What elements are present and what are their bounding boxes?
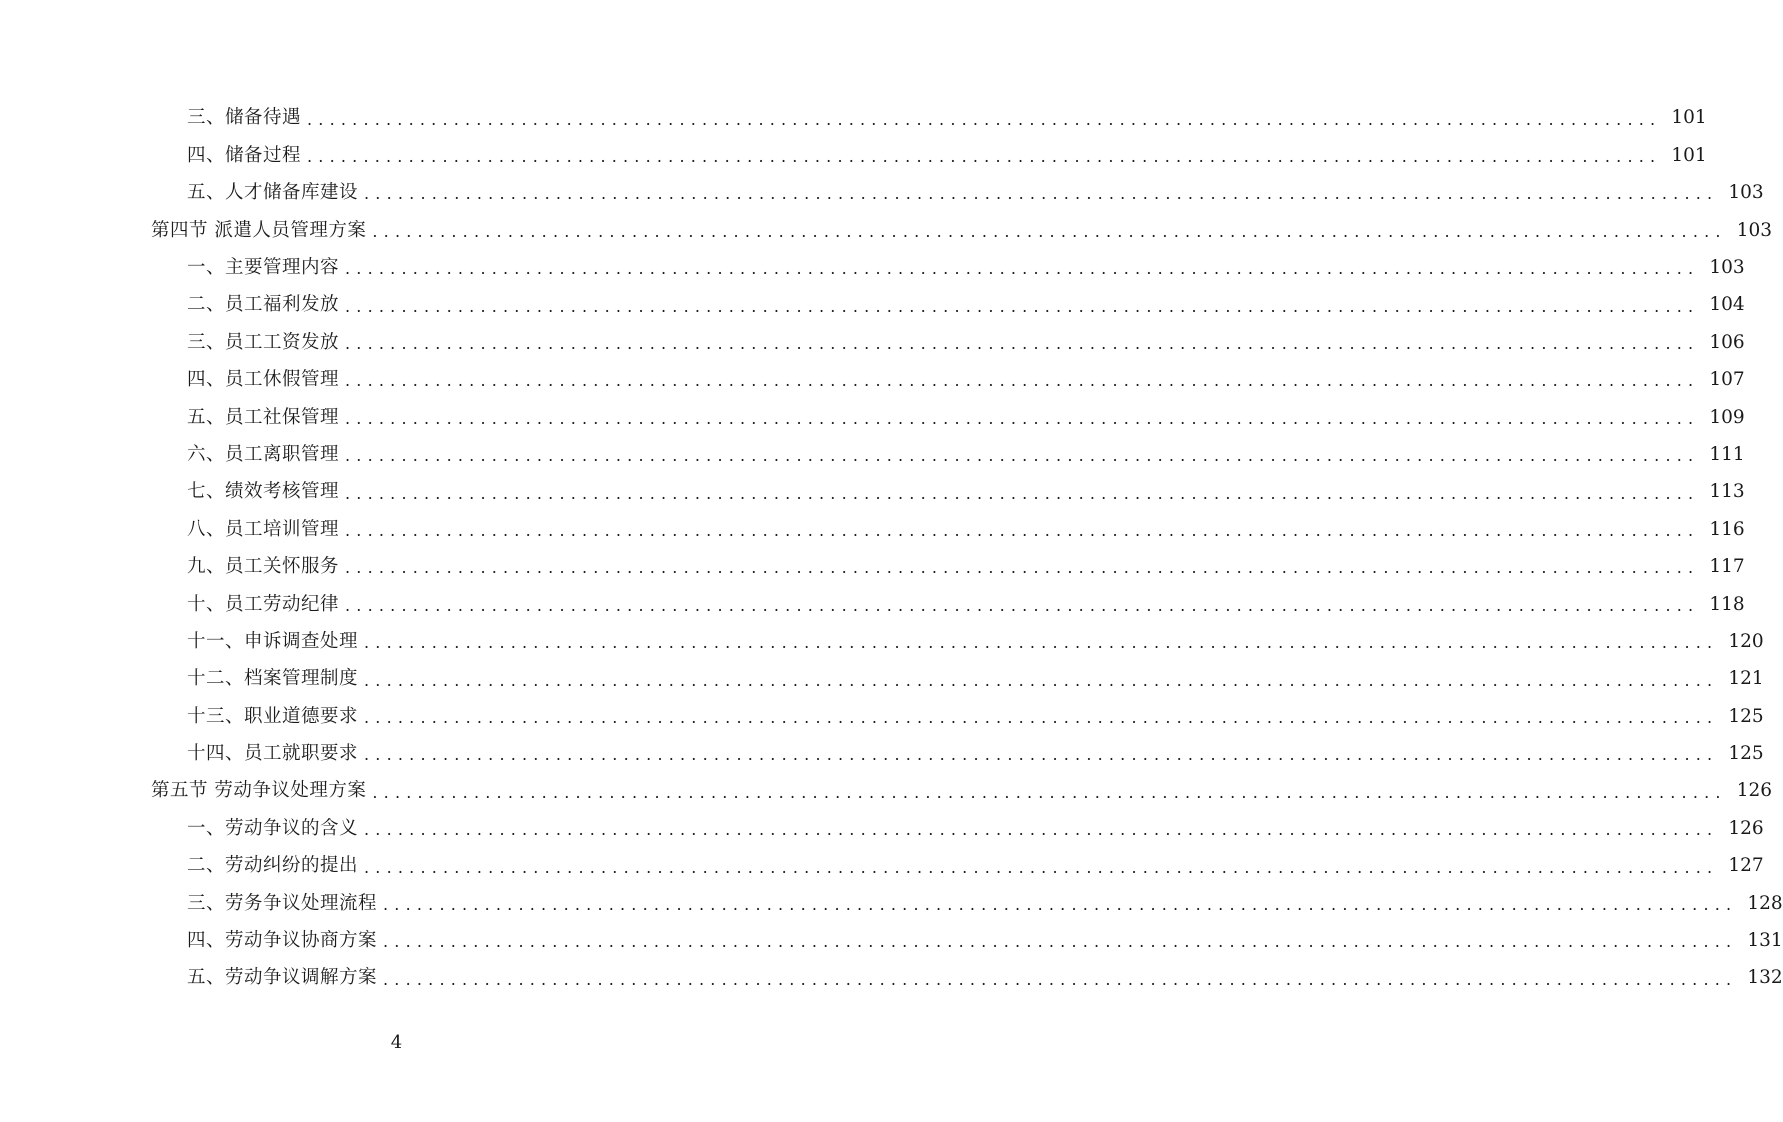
toc-dot-leader: ........................................................................................................................	[345, 595, 1700, 615]
toc-dot-leader: ........................................................................................................................	[307, 147, 1662, 167]
toc-entry-content	[187, 967, 1783, 989]
toc-dot-leader: ........................................................................................................................	[345, 558, 1700, 578]
toc-entry-content	[187, 892, 1783, 914]
toc-entry-page-number: 117	[1709, 556, 1745, 578]
toc-entry-content	[187, 481, 1745, 503]
toc-entry-content	[187, 369, 1745, 391]
toc-entry-page-number: 131	[1747, 930, 1783, 952]
toc-dot-leader: ........................................................................................................................	[345, 446, 1700, 466]
toc-dot-leader: ........................................................................................................................	[383, 894, 1738, 914]
toc-entry[interactable]	[0, 362, 1745, 399]
toc-entry[interactable]	[0, 250, 1745, 287]
toc-entry[interactable]	[0, 848, 1764, 885]
toc-entry-title: 八、员工培训管理	[187, 518, 340, 540]
toc-dot-leader: ........................................................................................................................	[383, 969, 1738, 989]
toc-entry-title: 四、员工休假管理	[187, 369, 340, 391]
toc-entry-title: 二、员工福利发放	[187, 294, 340, 316]
toc-entry-content	[187, 817, 1764, 840]
toc-entry[interactable]	[0, 960, 1783, 997]
toc-entry[interactable]	[0, 923, 1783, 960]
toc-entry-content	[187, 518, 1745, 540]
toc-entry-title: 七、绩效考核管理	[187, 481, 340, 503]
toc-entry-page-number: 132	[1747, 967, 1783, 989]
toc-entry-page-number: 103	[1709, 257, 1745, 278]
toc-entry-content	[187, 930, 1783, 952]
toc-entry-page-number: 103	[1728, 182, 1764, 204]
toc-entry-title: 三、员工工资发放	[187, 331, 340, 353]
toc-dot-leader: ........................................................................................................................	[307, 109, 1662, 129]
toc-entry[interactable]	[0, 586, 1745, 623]
toc-entry-title: 五、劳动争议调解方案	[187, 967, 378, 989]
toc-entry[interactable]	[0, 810, 1764, 847]
toc-section-entry[interactable]	[0, 773, 1773, 810]
toc-entry[interactable]	[0, 549, 1745, 586]
toc-entry-content	[187, 668, 1764, 690]
toc-entry-content	[151, 780, 1773, 802]
toc-entry-page-number: 128	[1747, 892, 1783, 914]
toc-entry-content	[187, 855, 1764, 877]
toc-dot-leader: ........................................................................................................................	[364, 820, 1719, 840]
toc-entry-page-number: 103	[1736, 219, 1773, 241]
toc-entry-page-number: 125	[1728, 705, 1764, 727]
toc-entry-content	[187, 331, 1745, 354]
toc-entry-content	[187, 630, 1764, 653]
toc-entry-title: 十一、申诉调查处理	[187, 630, 359, 652]
toc-entry[interactable]	[0, 399, 1745, 436]
toc-entry[interactable]	[0, 511, 1745, 548]
page-number: 4	[390, 1032, 403, 1053]
toc-entry-page-number: 107	[1709, 369, 1745, 391]
toc-entry[interactable]	[0, 623, 1764, 660]
toc-dot-leader: ........................................................................................................................	[345, 371, 1700, 391]
toc-entry-title: 二、劳动纠纷的提出	[187, 855, 359, 877]
toc-entry-title: 五、员工社保管理	[187, 406, 340, 428]
toc-entry-content	[187, 406, 1745, 428]
toc-dot-leader: ........................................................................................................................	[364, 184, 1719, 204]
toc-entry-content	[187, 257, 1745, 279]
toc-section-entry[interactable]	[0, 212, 1773, 249]
toc-entry-content	[187, 593, 1745, 615]
toc-dot-leader: ........................................................................................................................	[364, 633, 1719, 653]
toc-entry[interactable]	[0, 661, 1764, 698]
toc-entry-title: 四、储备过程	[187, 144, 302, 166]
toc-entry-title: 九、员工关怀服务	[187, 556, 340, 578]
toc-entry-title: 第五节 劳动争议处理方案	[151, 780, 367, 802]
toc-entry-title: 五、人才储备库建设	[187, 182, 359, 204]
toc-entry-page-number: 126	[1736, 780, 1773, 802]
toc-dot-leader: ........................................................................................................................	[364, 857, 1719, 877]
toc-entry-page-number: 116	[1709, 518, 1745, 540]
toc-dot-leader: ........................................................................................................................	[345, 259, 1700, 279]
toc-entry-content	[187, 743, 1764, 765]
toc-dot-leader: ........................................................................................................................	[345, 483, 1700, 503]
toc-entry-content	[187, 705, 1764, 727]
toc-entry[interactable]	[0, 736, 1764, 773]
toc-dot-leader: ........................................................................................................................	[345, 334, 1700, 354]
toc-entry-content	[187, 144, 1707, 167]
toc-entry-title: 一、主要管理内容	[187, 257, 340, 278]
toc-dot-leader: ........................................................................................................................	[364, 707, 1719, 727]
toc-entry-page-number: 125	[1728, 743, 1764, 765]
toc-entry-content	[187, 294, 1745, 316]
toc-entry-title: 十三、职业道德要求	[187, 705, 359, 727]
toc-entry-title: 六、员工离职管理	[187, 443, 340, 465]
toc-entry-page-number: 111	[1709, 443, 1745, 465]
toc-entry-page-number: 101	[1671, 107, 1707, 129]
toc-entry-page-number: 106	[1709, 331, 1745, 353]
toc-entry[interactable]	[0, 100, 1707, 137]
toc-entry-content	[187, 107, 1707, 129]
table-of-contents	[0, 100, 1783, 997]
toc-dot-leader: ........................................................................................................................	[364, 670, 1719, 690]
toc-entry-title: 十四、员工就职要求	[187, 743, 359, 765]
toc-dot-leader: ........................................................................................................................	[345, 520, 1700, 540]
toc-entry-title: 三、储备待遇	[187, 107, 302, 129]
toc-dot-leader: ........................................................................................................................	[345, 296, 1700, 316]
toc-dot-leader: ........................................................................................................................	[383, 932, 1738, 952]
toc-entry-page-number: 121	[1728, 668, 1764, 690]
toc-entry-title: 一、劳动争议的含义	[187, 817, 359, 839]
toc-entry[interactable]	[0, 885, 1783, 922]
toc-entry[interactable]	[0, 175, 1764, 212]
toc-dot-leader: ........................................................................................................................	[364, 745, 1719, 765]
toc-entry[interactable]	[0, 287, 1745, 324]
toc-dot-leader: ........................................................................................................................	[345, 408, 1700, 428]
toc-entry-title: 四、劳动争议协商方案	[187, 930, 378, 952]
toc-entry-content	[151, 219, 1773, 241]
toc-entry[interactable]	[0, 324, 1745, 361]
toc-entry-page-number: 127	[1728, 855, 1764, 877]
toc-entry-page-number: 101	[1671, 144, 1707, 166]
toc-entry[interactable]	[0, 437, 1745, 474]
toc-dot-leader: ........................................................................................................................	[372, 782, 1727, 802]
toc-entry-page-number: 120	[1728, 630, 1764, 652]
toc-entry-page-number: 113	[1709, 481, 1745, 503]
toc-entry-page-number: 104	[1709, 294, 1745, 316]
toc-entry[interactable]	[0, 474, 1745, 511]
toc-entry-title: 第四节 派遣人员管理方案	[151, 219, 367, 241]
toc-entry-page-number: 126	[1728, 817, 1764, 839]
toc-dot-leader: ........................................................................................................................	[372, 221, 1727, 241]
toc-entry[interactable]	[0, 137, 1707, 174]
toc-entry-title: 十、员工劳动纪律	[187, 593, 340, 615]
toc-entry-content	[187, 443, 1745, 466]
toc-entry-title: 三、劳务争议处理流程	[187, 892, 378, 914]
toc-entry-title: 十二、档案管理制度	[187, 668, 359, 690]
toc-entry[interactable]	[0, 698, 1764, 735]
toc-entry-content	[187, 182, 1764, 204]
toc-entry-content	[187, 556, 1745, 578]
toc-entry-page-number: 118	[1709, 593, 1745, 615]
toc-entry-page-number: 109	[1709, 406, 1745, 428]
